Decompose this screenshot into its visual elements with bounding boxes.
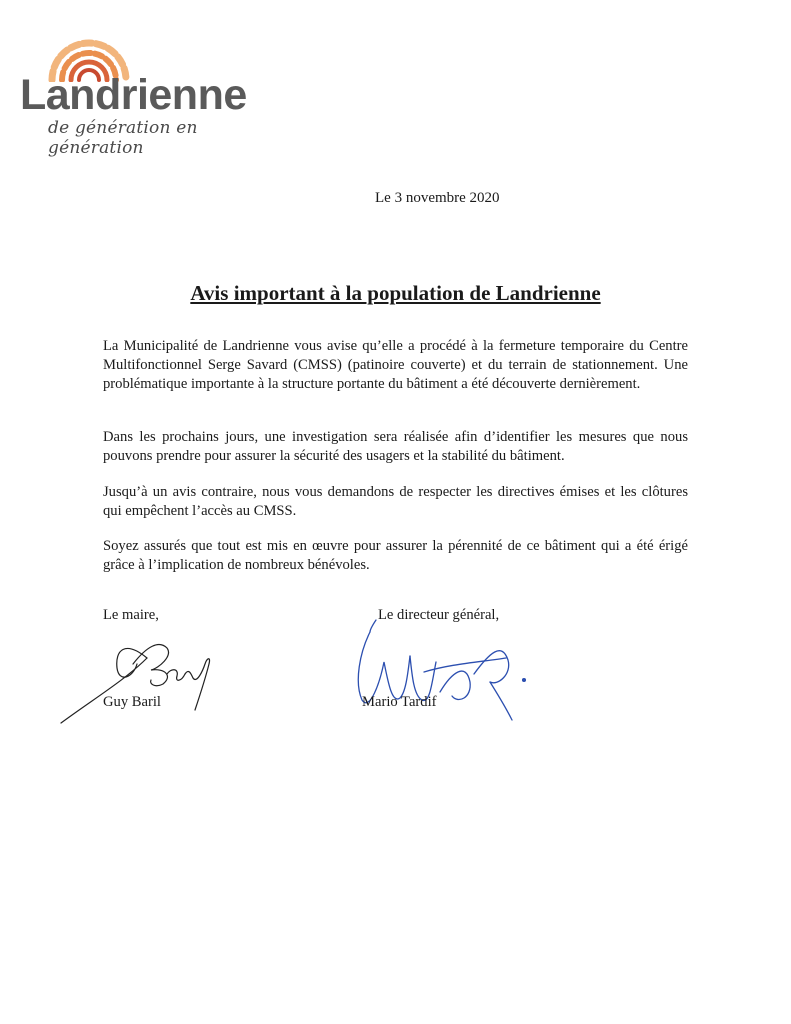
municipality-logo bbox=[20, 34, 250, 158]
paragraph-investigation: Dans les prochains jours, une investigation sera réalisée afin d’identifier les mesures que nous pouvons prendre pour assurer la sécurité des usagers et la stabilité du bâtiment. bbox=[103, 429, 688, 464]
mayor-signature bbox=[55, 628, 225, 728]
logo-tagline: de génération en génération bbox=[48, 118, 198, 158]
mayor-name: Guy Baril bbox=[103, 694, 161, 710]
logo-wordmark: Landrienne bbox=[20, 71, 247, 119]
paragraph-directives: Jusqu’à un avis contraire, nous vous demandons de respecter les directives émises et les clôtures qui empêchent l’accès au CMSS. bbox=[103, 484, 688, 519]
director-name: Mario Tardif bbox=[362, 694, 437, 710]
mayor-role: Le maire, bbox=[103, 607, 159, 623]
letter-date: Le 3 novembre 2020 bbox=[375, 190, 500, 206]
director-role: Le directeur général, bbox=[378, 607, 500, 623]
paragraph-closure: La Municipalité de Landrienne vous avise qu’elle a procédé à la fermeture temporaire du Centre Multifonctionnel Serge Savard (CMSS) (patinoire couverte) et du terrain de stationnement. Une problématique importante à la structure portante du bâtiment a été découverte dernièrement. bbox=[103, 338, 688, 392]
letter-title: Avis important à la population de Landrienne bbox=[190, 281, 601, 305]
paragraph-assurance: Soyez assurés que tout est mis en œuvre pour assurer la pérennité de ce bâtiment qui a été érigé grâce à l’implication de nombreux bénévoles. bbox=[103, 538, 688, 573]
